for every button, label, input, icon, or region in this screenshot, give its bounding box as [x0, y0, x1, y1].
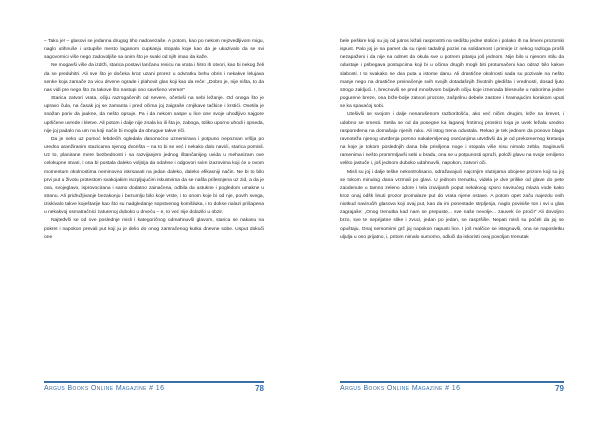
paragraph: – Tako je! – glasovi se jedanna drugog tiho nadovezaše. A potom, kao po nekom nejzvedljivom migu, naglo utihnuše i ustupiše mesto laganom cupkanju stopala koje kao da je ukazivalo da se svi sagovornici više nego zadovoljiše sa onim što je svaki od njih imao da kaže.	[44, 39, 264, 61]
right-page-footer	[340, 381, 564, 395]
magazine-label: Argus Books Online Magazine # 16	[44, 385, 165, 392]
paragraph: Misli su joj i dalje teške nekontrolisano, odražavajući najcrnjim slutnjama obojene prizore koji su joj se tokom minulog dana vrzmali po glavi. U jednom trenutku, videla je dve prilike od glave do pete zaodenute u tamno zeleno odore i tela izuvijanih poput nekakvog sporo navirućeg mlaza vode kako kroz onaj odšk linuti prozor promalaze put do vrata njene ostave. A potom opet začu najezdu onih niotkud navirućih glasova koji ovaj put, kao da im ponestade strpljenja, naglo povisiše ton i svi u glas zagrajaše: „Onog trenutka kad nam se prepuste... sve naše nevolje... zauvek će proći!“ Ali dovoljno brzo, sve te neprijatne slike i zvuci, jedan po jedan, se raspršiše. Nepati misli su počeli da joj se opuštaju. Onaj nemomimi grč joj napokon napusti lice. I još malčice se istegnuvši, ona se naposletku uljulja u ono prijatno, i, pritom nimalo sumorno, odluči da iskoristi ovaj povoljan trenutak	[340, 169, 564, 240]
left-page-footer	[44, 381, 264, 395]
footer-rule	[340, 381, 564, 383]
left-page-text	[44, 38, 264, 242]
paragraph: bele peškire koji su joj od jutros ležali rasprostrti na sedištu jedne stolice i polako ih na limeni prozorski ispust. Palo joj je na pamet da su njeni tadašnji pozivi na solidarnost i primirje iz nekog razloga prošli nezapaženi i da nije na odmet da okula sve u potrem pitanju još jednom. Nije bilo u njenom stilu da odustaje i pribegava postupcima koji bi u očima drugih mogli biti protumačeni kao odraz bilo kakve slabosti. I to svakako ne dva puta u istome danu. Ali drastične okolnosti sada su pozivale na nešto manje nego na drastične preinačenje svih svojih dotadašnjih životnih gledišta i vrednosti, dosad ljuto strogo zakljući. I, brecnuvši se pred mnoštvom buljavih očiju koje iznenada blesnuše u naborima jedne pogurene breze, ona brže-bolje zatvori prozore, zašprilnu debele zastore i hramajućim korakom uputi se ka spavaćoj sobi.	[340, 39, 564, 110]
right-page	[300, 0, 600, 424]
paragraph: Ne mogavši više da izdrži, starica postavi lančanu resicu na vrata i hitro ih otvori, kao bi nekog želi da se preduhitri. Ali sve što je dočeka kroz uzani prorez u odvratku behu obris i nekakve lelujava senke koja zamače za vicu drvene ograde i plahovit glas koji kao da reče: „Dobro je, nije ništa, to da nas vidi pre nego što za takove što nastupi ono savršeno vreme!“	[44, 63, 264, 93]
magazine-label: Argus Books Online Magazine # 16	[340, 385, 461, 392]
page-number: 79	[555, 384, 564, 393]
paragraph: Utešivši se svojom i dalje nenarušenom razboritošću, ako već ničim drugim, leže na krevet, i udobno se smesti. Setila se od da posegne ka laganoj frotirnoj prostirci koja je uvek ležala uredno raspoređena na domašaju njenih ruku. Ali istog trena odustala. Rekao je tek jednom da ponovo blaga ravnoteža njenog utvrđenja pomno nakalemljenog osećanjima utvrđivši da je od prekomernog kretanja na koje je tokom poslednjih dana bila prisiljena noge i stopala više nisu nimalo zebla. Saginuvši ramenima i nešto promrmljavši sebi u bradu, ona se u potpunosti opruži, položi glavu na svoje omiljeno veliko jastuče i, još jednom duboko udahnuvši, napokon, zatvori oči.	[340, 112, 564, 167]
footer-rule	[44, 381, 264, 383]
right-page-text	[340, 38, 564, 242]
paragraph: Najteđvši se od ove poslednje misli i kategoričnog odmahnuvši glavom, starica se nakanu na pokret i napokon prevali put koji ju je delio do onog zamračenog kutka dnevne sobe. Usput dokuči one	[44, 218, 264, 240]
page-number: 78	[255, 384, 264, 393]
paragraph: Starica zatvori vrata, očiju razrogačenih od nevere, očetivši na sebi ležanje. Od onoga što je upravo čula, na časak joj se zamanta i pred očima joj zaigraše crnjikave tačkice i krstići. Osetila je snažan poriv da jaukne, da nešto opsuje. Pa i da nekom saspe u lice one svoje uhodljivo najgore uprličene uvrede i kletve. Ali potom i dalje nije znala ko ili šta je, zaboga, toliko uporno uhodi i opseda, nije joj padalo na um na koji način bi mogla da obrugue takve riči.	[44, 96, 264, 134]
paragraph: Da je neko uz pomoć lebdećih ogledala danonoćno uznemirava i potpuno nepozvan vršlja po uredno aranžiranim stazicama njenog dvorišta – na to bi se već i nekako dalo navići, starica pomisli. Uz to, planirane mere bezbednosti i sa razvijanjem jednog ištančanijeg uvida u mehanizam ove celokupne stvari, i ona bi postala daleko voljnija da odahne i odgovori svim izazovima koji će u ovom momentum okolnostima neminovno iskrsavati na jedan daleko, daleko efikasniji način. Ne bi to bilo prvi put u životu protestom svakojakim iscrpljujućim iskustvima da se našla prilesnjena uz zid, a da je ova, svojeglavo, isprovocirana i samo dodatno zainačena, odbila da ustukne i pogledom umakne u stranu. Ali pridružjivanje bezakonju i bezumlju bilo koje vrste, i to onom koje bi od nje, povrh svega, iziskivalo takve koještarije kao što su nadgledanje sopstvenog komšiluka, i to dokse nalazi prišapena u nekakvoj osmatračnici zaturenoj duboko u drveću – e, to već nije dolazilo u obzir.	[44, 136, 264, 216]
